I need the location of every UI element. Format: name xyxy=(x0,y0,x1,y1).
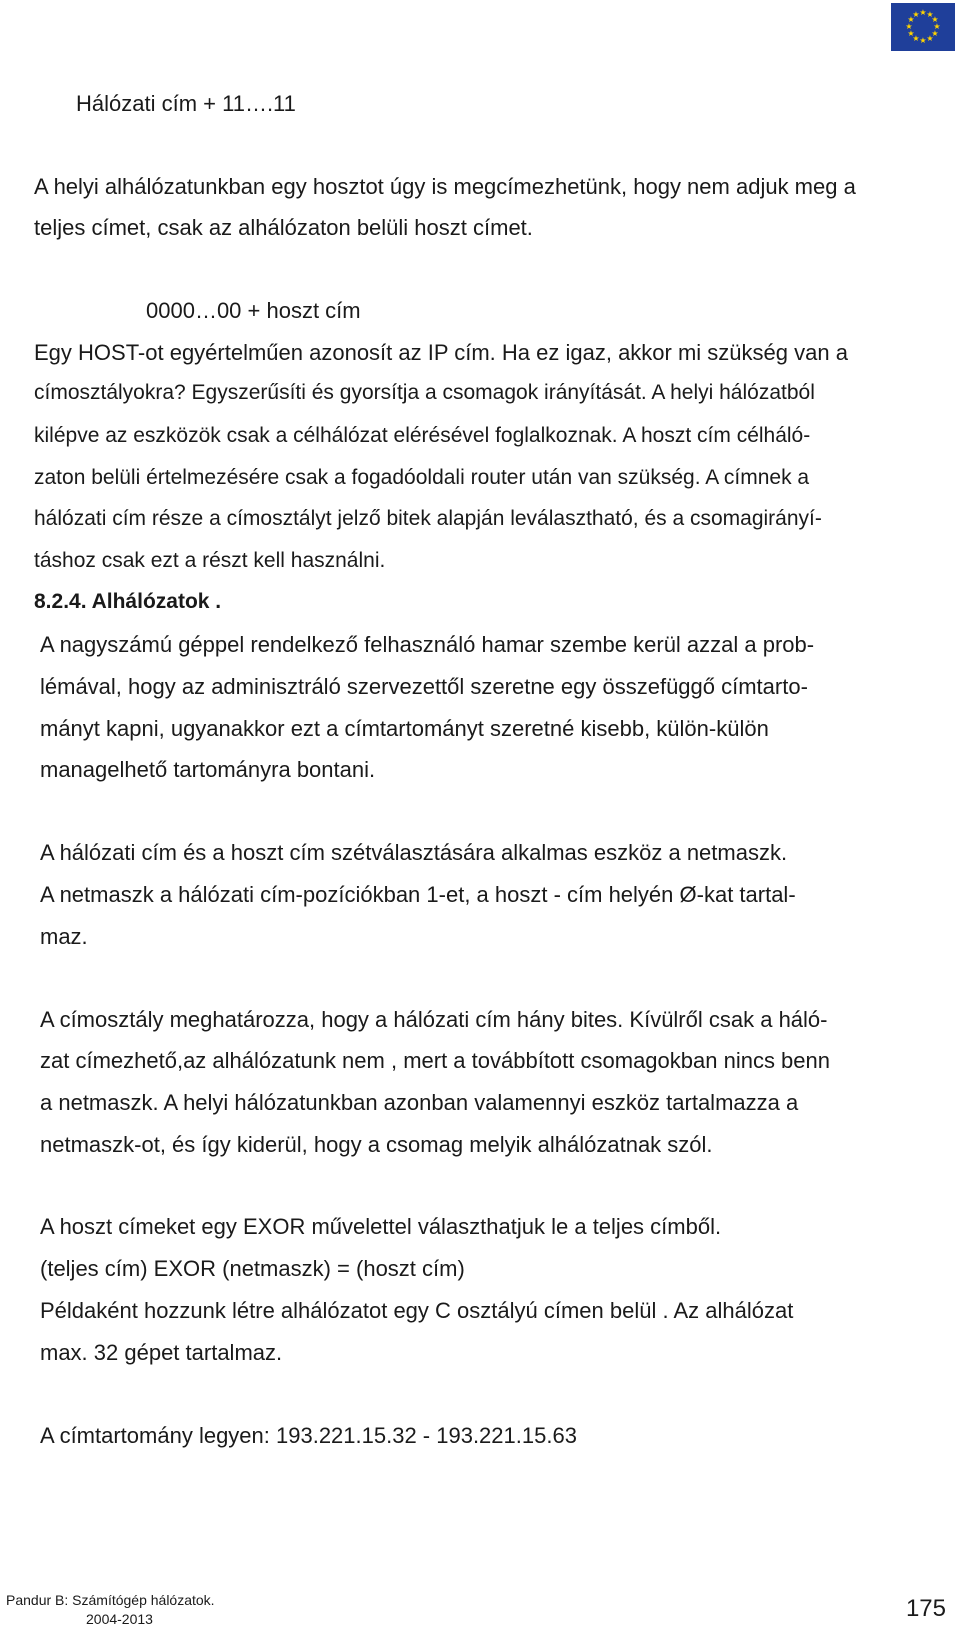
text-line: hálózati cím része a címosztályt jelző bitek alapján leválasztható, és a csomagirányí- xyxy=(34,507,822,530)
text-line: címosztályokra? Egyszerűsíti és gyorsítja a csomagok irányítását. A helyi hálózatból xyxy=(34,381,815,404)
page-number: 175 xyxy=(905,1595,946,1622)
text-line: managelhető tartományra bontani. xyxy=(40,757,376,782)
text-line: A helyi alhálózatunkban egy hosztot úgy is megcímezhetünk, hogy nem adjuk meg a xyxy=(34,174,856,199)
text-line: kilépve az eszközök csak a célhálózat elérésével foglalkoznak. A hoszt cím célháló- xyxy=(34,424,811,447)
svg-text:★: ★ xyxy=(931,15,939,24)
text-line: netmaszk-ot, és így kiderül, hogy a csomag melyik alhálózatnak szól. xyxy=(40,1132,713,1157)
text-line: teljes címet, csak az alhálózaton belüli hoszt címet. xyxy=(34,215,533,240)
eu-flag-logo xyxy=(891,3,955,51)
text-line: A netmaszk a hálózati cím-pozíciókban 1-et, a hoszt - cím helyén Ø-kat tartal- xyxy=(40,882,796,907)
svg-text:★: ★ xyxy=(912,34,920,43)
text-line: max. 32 gépet tartalmaz. xyxy=(40,1340,283,1365)
svg-text:★: ★ xyxy=(905,22,913,31)
text-line: a netmaszk. A helyi hálózatunkban azonban valamennyi eszköz tartalmazza a xyxy=(40,1090,799,1115)
text-line: táshoz csak ezt a részt kell használni. xyxy=(34,549,386,572)
text-line: A nagyszámú géppel rendelkező felhasználó hamar szembe kerül azzal a prob- xyxy=(40,632,815,657)
section-heading: 8.2.4. Alhálózatok . xyxy=(34,590,222,613)
svg-text:★: ★ xyxy=(931,29,939,38)
footer-author-title: Pandur B: Számítógép hálózatok. xyxy=(6,1592,215,1608)
text-line: Példaként hozzunk létre alhálózatot egy C osztályú címen belül . Az alhálózat xyxy=(40,1298,794,1323)
text-line: 0000…00 + hoszt cím xyxy=(146,298,361,323)
text-line: lémával, hogy az adminisztráló szervezettől szeretne egy összefüggő címtarto- xyxy=(40,674,808,699)
text-line: A címosztály meghatározza, hogy a hálózati cím hány bites. Kívülről csak a háló- xyxy=(40,1007,828,1032)
svg-text:★: ★ xyxy=(919,8,927,17)
eu-stars-icon xyxy=(891,3,955,51)
text-line: A címtartomány legyen: 193.221.15.32 - 193.221.15.63 xyxy=(40,1423,577,1448)
text-line: zaton belüli értelmezésére csak a fogadóoldali router után van szükség. A címnek a xyxy=(34,466,810,489)
svg-text:★: ★ xyxy=(912,10,920,19)
svg-text:★: ★ xyxy=(907,15,915,24)
text-line: maz. xyxy=(40,924,88,949)
svg-text:★: ★ xyxy=(919,36,927,45)
svg-text:★: ★ xyxy=(926,10,934,19)
text-line: zat címezhető,az alhálózatunk nem , mert a továbbított csomagokban nincs benn xyxy=(40,1048,831,1073)
text-line: Hálózati cím + 11….11 xyxy=(76,91,296,116)
text-line: (teljes cím) EXOR (netmaszk) = (hoszt cím) xyxy=(40,1256,465,1281)
text-line: mányt kapni, ugyanakkor ezt a címtartományt szeretné kisebb, külön-külön xyxy=(40,716,769,741)
footer-years: 2004-2013 xyxy=(86,1611,153,1627)
text-line: Egy HOST-ot egyértelműen azonosít az IP cím. Ha ez igaz, akkor mi szükség van a xyxy=(34,340,848,365)
text-line: A hoszt címeket egy EXOR művelettel választhatjuk le a teljes címből. xyxy=(40,1214,722,1239)
svg-text:★: ★ xyxy=(933,22,941,31)
svg-text:★: ★ xyxy=(926,34,934,43)
text-line: A hálózati cím és a hoszt cím szétválasztására alkalmas eszköz a netmaszk. xyxy=(40,840,788,865)
svg-text:★: ★ xyxy=(907,29,915,38)
